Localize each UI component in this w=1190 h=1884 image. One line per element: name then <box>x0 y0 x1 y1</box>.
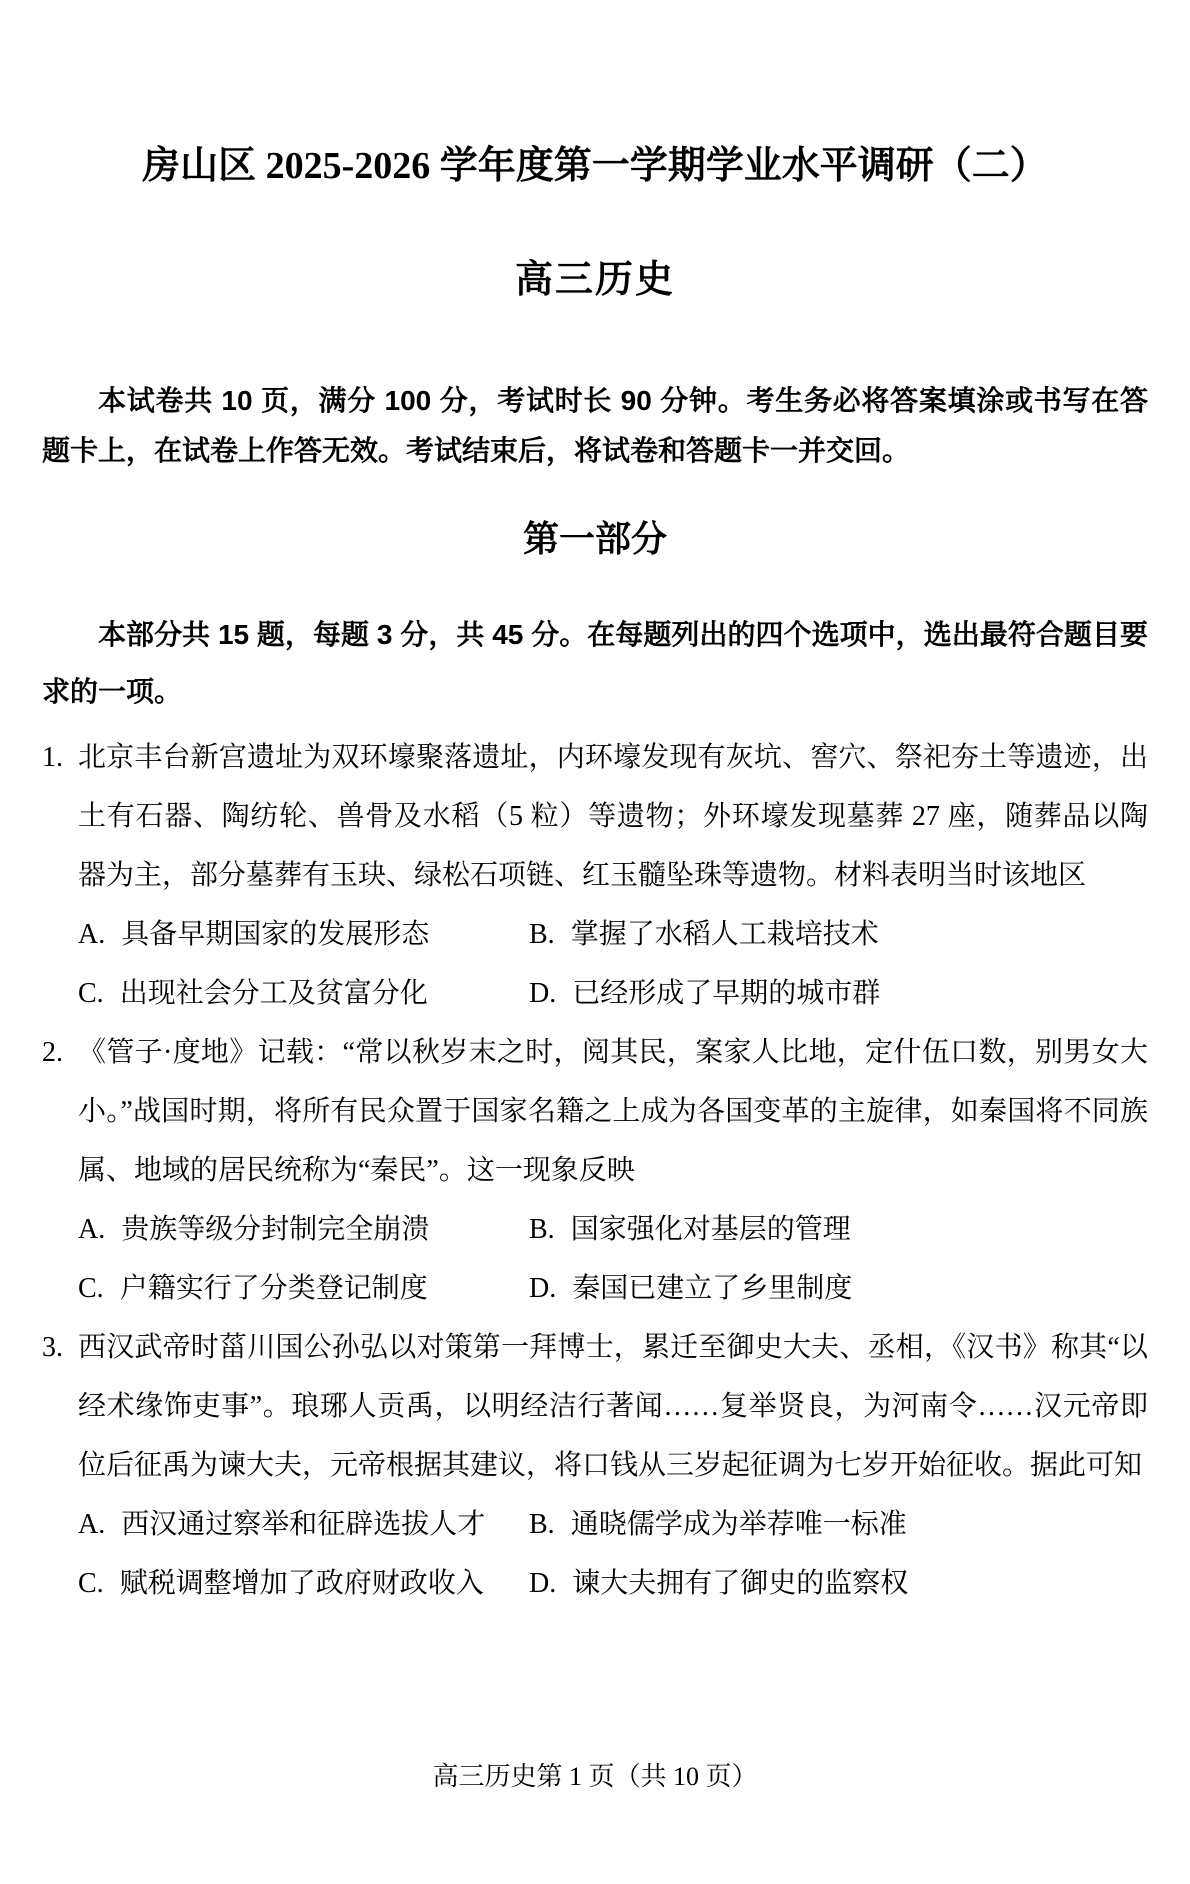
exam-notice: 本试卷共 10 页，满分 100 分，考试时长 90 分钟。考生务必将答案填涂或书写在答题卡上，在试卷上作答无效。考试结束后，将试卷和答题卡一并交回。 <box>42 385 1148 467</box>
page-footer: 高三历史第 1 页（共 10 页） <box>432 1762 758 1791</box>
option-text: 秦国已建立了乡里制度 <box>572 1272 853 1304</box>
question-3 <box>42 1318 1148 1613</box>
question-2-options <box>78 1200 1148 1318</box>
question-3-number: 3. <box>42 1331 63 1363</box>
exam-subject-title: 高三历史 <box>514 258 675 301</box>
option-label: A. <box>78 1213 106 1245</box>
question-2-number: 2. <box>42 1036 63 1068</box>
option-text: 出现社会分工及贫富分化 <box>119 977 428 1009</box>
option-text: 户籍实行了分类登记制度 <box>119 1272 428 1304</box>
option-text: 具备早期国家的发展形态 <box>121 918 430 950</box>
question-2 <box>42 1023 1148 1318</box>
question-3-option-d <box>529 1554 1148 1613</box>
option-text: 西汉通过察举和征辟选拔人才 <box>121 1508 486 1540</box>
option-text: 通晓儒学成为举荐唯一标准 <box>570 1508 907 1540</box>
option-label: A. <box>78 918 106 950</box>
option-label: C. <box>78 1272 104 1304</box>
question-3-options <box>78 1495 1148 1613</box>
option-label: D. <box>529 977 557 1009</box>
question-3-stem: 西汉武帝时菑川国公孙弘以对策第一拜博士，累迁至御史大夫、丞相，《汉书》称其“以经术缘饰吏事”。琅琊人贡禹，以明经洁行著闻……复举贤良，为河南令……汉元帝即位后征禹为谏大夫，元帝根据其建议，将口钱从三岁起征调为七岁开始征收。据此可知 <box>78 1331 1148 1481</box>
question-1-stem: 北京丰台新宫遗址为双环壕聚落遗址，内环壕发现有灰坑、窖穴、祭祀夯土等遗迹，出土有石器、陶纺轮、兽骨及水稻（5 粒）等遗物；外环壕发现墓葬 27 座，随葬品以陶器为主，部分墓葬有玉玦、绿松石项链、红玉髓坠珠等遗物。材料表明当时该地区 <box>78 741 1148 891</box>
exam-title: 房山区 2025-2026 学年度第一学期学业水平调研（二） <box>142 145 1048 187</box>
option-label: C. <box>78 1567 104 1599</box>
question-1-number: 1. <box>42 741 63 773</box>
question-1 <box>42 728 1148 1023</box>
option-label: B. <box>529 918 555 950</box>
option-text: 赋税调整增加了政府财政收入 <box>119 1567 484 1599</box>
question-3-option-b <box>529 1495 1148 1554</box>
option-label: A. <box>78 1508 106 1540</box>
question-3-option-a <box>78 1495 529 1554</box>
part1-instructions: 本部分共 15 题，每题 3 分，共 45 分。在每题列出的四个选项中，选出最符合题目要求的一项。 <box>42 618 1148 707</box>
option-text: 贵族等级分封制完全崩溃 <box>121 1213 430 1245</box>
question-2-stem: 《管子·度地》记载：“常以秋岁末之时，阅其民，案家人比地，定什伍口数，别男女大小。”战国时期，将所有民众置于国家名籍之上成为各国变革的主旋律，如秦国将不同族属、地域的居民统称为“秦民”。这一现象反映 <box>78 1036 1148 1186</box>
question-2-option-a <box>78 1200 529 1259</box>
part1-heading: 第一部分 <box>522 519 667 560</box>
question-1-option-a <box>78 905 529 964</box>
option-label: C. <box>78 977 104 1009</box>
question-1-option-b <box>529 905 1148 964</box>
option-label: B. <box>529 1213 555 1245</box>
question-1-option-c <box>78 964 529 1023</box>
option-text: 掌握了水稻人工栽培技术 <box>570 918 879 950</box>
option-text: 国家强化对基层的管理 <box>570 1213 851 1245</box>
question-2-option-b <box>529 1200 1148 1259</box>
option-label: D. <box>529 1272 557 1304</box>
question-2-option-d <box>529 1259 1148 1318</box>
option-text: 谏大夫拥有了御史的监察权 <box>572 1567 909 1599</box>
option-text: 已经形成了早期的城市群 <box>572 977 881 1009</box>
option-label: D. <box>529 1567 557 1599</box>
question-2-option-c <box>78 1259 529 1318</box>
option-label: B. <box>529 1508 555 1540</box>
question-3-option-c <box>78 1554 529 1613</box>
question-1-options <box>78 905 1148 1023</box>
question-1-option-d <box>529 964 1148 1023</box>
